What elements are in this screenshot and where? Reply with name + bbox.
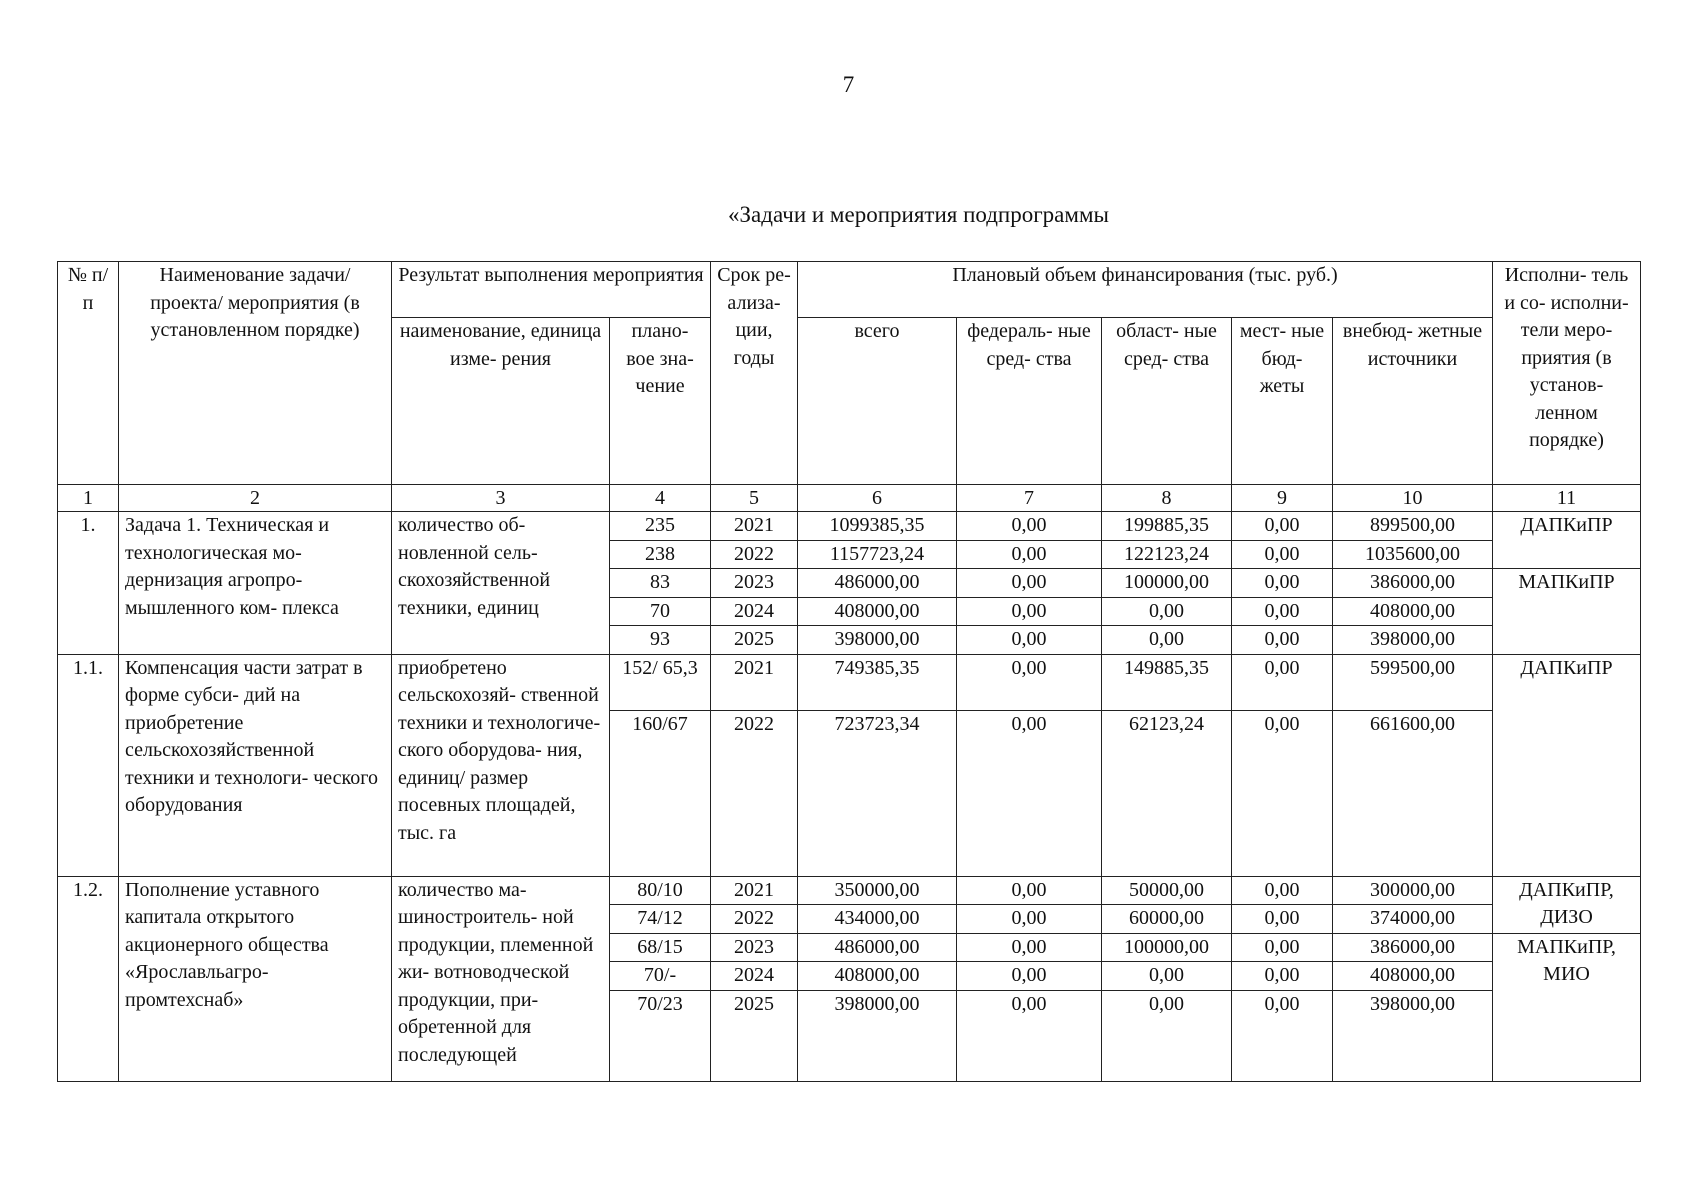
year: 2025 [711,626,798,655]
extrabudget: 899500,00 [1333,512,1493,541]
local: 0,00 [1232,540,1333,569]
year: 2021 [711,654,798,710]
extrabudget: 300000,00 [1333,876,1493,905]
local: 0,00 [1232,990,1333,1081]
total: 1099385,35 [798,512,957,541]
regional: 100000,00 [1102,569,1232,598]
extrabudget: 386000,00 [1333,569,1493,598]
executor: ДАПКиПР [1493,654,1641,876]
local: 0,00 [1232,933,1333,962]
plan-value: 160/67 [610,710,711,876]
total: 749385,35 [798,654,957,710]
year: 2024 [711,597,798,626]
extrabudget: 398000,00 [1333,990,1493,1081]
plan-value: 70/23 [610,990,711,1081]
header-result-name: наименование, единица изме- рения [392,318,610,485]
executor: ДАПКиПР [1493,512,1641,569]
regional: 0,00 [1102,962,1232,991]
extrabudget: 408000,00 [1333,597,1493,626]
total: 398000,00 [798,990,957,1081]
total: 486000,00 [798,569,957,598]
header-regional: област- ные сред- ства [1102,318,1232,485]
extrabudget: 408000,00 [1333,962,1493,991]
extrabudget: 398000,00 [1333,626,1493,655]
federal: 0,00 [957,990,1102,1081]
result-name: количество об- новленной сель- скохозяйственной техники, единиц [392,512,610,655]
regional: 100000,00 [1102,933,1232,962]
task-name: Задача 1. Техническая и технологическая мо- дернизация агропро- мышленного ком- плекса [119,512,392,655]
total: 723723,34 [798,710,957,876]
column-number: 1 [58,485,119,512]
executor: МАПКиПР [1493,569,1641,655]
local: 0,00 [1232,962,1333,991]
year: 2021 [711,876,798,905]
federal: 0,00 [957,626,1102,655]
local: 0,00 [1232,654,1333,710]
header-result-plan: плано- вое зна- чение [610,318,711,485]
regional: 0,00 [1102,990,1232,1081]
header-executor: Исполни- тель и со- исполни- тели меро- приятия (в установ- ленном порядке) [1493,262,1641,485]
regional: 0,00 [1102,597,1232,626]
federal: 0,00 [957,540,1102,569]
table-row [58,512,1641,541]
task-name: Компенсация части затрат в форме субси- дий на приобретение сельскохозяйственной техники и технологи- ческого оборудования [119,654,392,876]
year: 2024 [711,962,798,991]
total: 398000,00 [798,626,957,655]
federal: 0,00 [957,569,1102,598]
year: 2023 [711,569,798,598]
regional: 50000,00 [1102,876,1232,905]
header-total: всего [798,318,957,485]
total: 1157723,24 [798,540,957,569]
column-number: 3 [392,485,610,512]
federal: 0,00 [957,876,1102,905]
column-number-row [58,485,1641,512]
federal: 0,00 [957,962,1102,991]
column-number: 5 [711,485,798,512]
result-name: приобретено сельскохозяй- ственной техники и технологиче- ского оборудова- ния, единиц/ размер посевных площадей, тыс. га [392,654,610,876]
column-number: 2 [119,485,392,512]
year: 2021 [711,512,798,541]
extrabudget: 1035600,00 [1333,540,1493,569]
header-name: Наименование задачи/проекта/ мероприятия (в установленном порядке) [119,262,392,485]
regional: 149885,35 [1102,654,1232,710]
year: 2022 [711,710,798,876]
federal: 0,00 [957,905,1102,934]
local: 0,00 [1232,597,1333,626]
header-federal: федераль- ные сред- ства [957,318,1102,485]
local: 0,00 [1232,905,1333,934]
local: 0,00 [1232,710,1333,876]
year: 2022 [711,540,798,569]
plan-value: 93 [610,626,711,655]
total: 434000,00 [798,905,957,934]
local: 0,00 [1232,626,1333,655]
table-row [58,876,1641,905]
header-local: мест- ные бюд- жеты [1232,318,1333,485]
year: 2025 [711,990,798,1081]
header-term: Срок ре- ализа- ции, годы [711,262,798,485]
executor: МАПКиПР, МИО [1493,933,1641,1081]
plan-value: 235 [610,512,711,541]
column-number: 10 [1333,485,1493,512]
local: 0,00 [1232,512,1333,541]
plan-value: 238 [610,540,711,569]
federal: 0,00 [957,933,1102,962]
column-number: 4 [610,485,711,512]
total: 408000,00 [798,597,957,626]
federal: 0,00 [957,710,1102,876]
table-row [58,654,1641,710]
column-number: 11 [1493,485,1641,512]
regional: 199885,35 [1102,512,1232,541]
regional: 122123,24 [1102,540,1232,569]
row-number: 1.1. [58,654,119,876]
row-number: 1.2. [58,876,119,1081]
column-number: 9 [1232,485,1333,512]
regional: 0,00 [1102,626,1232,655]
page-number: 7 [842,72,855,97]
local: 0,00 [1232,876,1333,905]
year: 2023 [711,933,798,962]
result-name: количество ма- шиностроитель- ной продукции, племенной жи- вотноводческой продукции, при- обретенной для последующей [392,876,610,1081]
total: 486000,00 [798,933,957,962]
regional: 62123,24 [1102,710,1232,876]
federal: 0,00 [957,597,1102,626]
plan-value: 68/15 [610,933,711,962]
column-number: 8 [1102,485,1232,512]
tasks-table [57,261,1641,1082]
header-financing: Плановый объем финансирования (тыс. руб.) [798,262,1493,318]
column-number: 7 [957,485,1102,512]
extrabudget: 374000,00 [1333,905,1493,934]
total: 408000,00 [798,962,957,991]
extrabudget: 386000,00 [1333,933,1493,962]
regional: 60000,00 [1102,905,1232,934]
total: 350000,00 [798,876,957,905]
year: 2022 [711,905,798,934]
federal: 0,00 [957,654,1102,710]
header-result: Результат выполнения мероприятия [392,262,711,318]
header-num: № п/п [58,262,119,485]
row-number: 1. [58,512,119,655]
plan-value: 70/- [610,962,711,991]
executor: ДАПКиПР, ДИЗО [1493,876,1641,933]
local: 0,00 [1232,569,1333,598]
plan-value: 74/12 [610,905,711,934]
plan-value: 80/10 [610,876,711,905]
plan-value: 83 [610,569,711,598]
task-name: Пополнение уставного капитала открытого акционерного общества «Ярославльагро- промтехснаб» [119,876,392,1081]
plan-value: 152/ 65,3 [610,654,711,710]
header-extrabudget: внебюд- жетные источники [1333,318,1493,485]
federal: 0,00 [957,512,1102,541]
extrabudget: 661600,00 [1333,710,1493,876]
plan-value: 70 [610,597,711,626]
column-number: 6 [798,485,957,512]
extrabudget: 599500,00 [1333,654,1493,710]
document-title: «Задачи и мероприятия подпрограммы [728,202,1109,227]
